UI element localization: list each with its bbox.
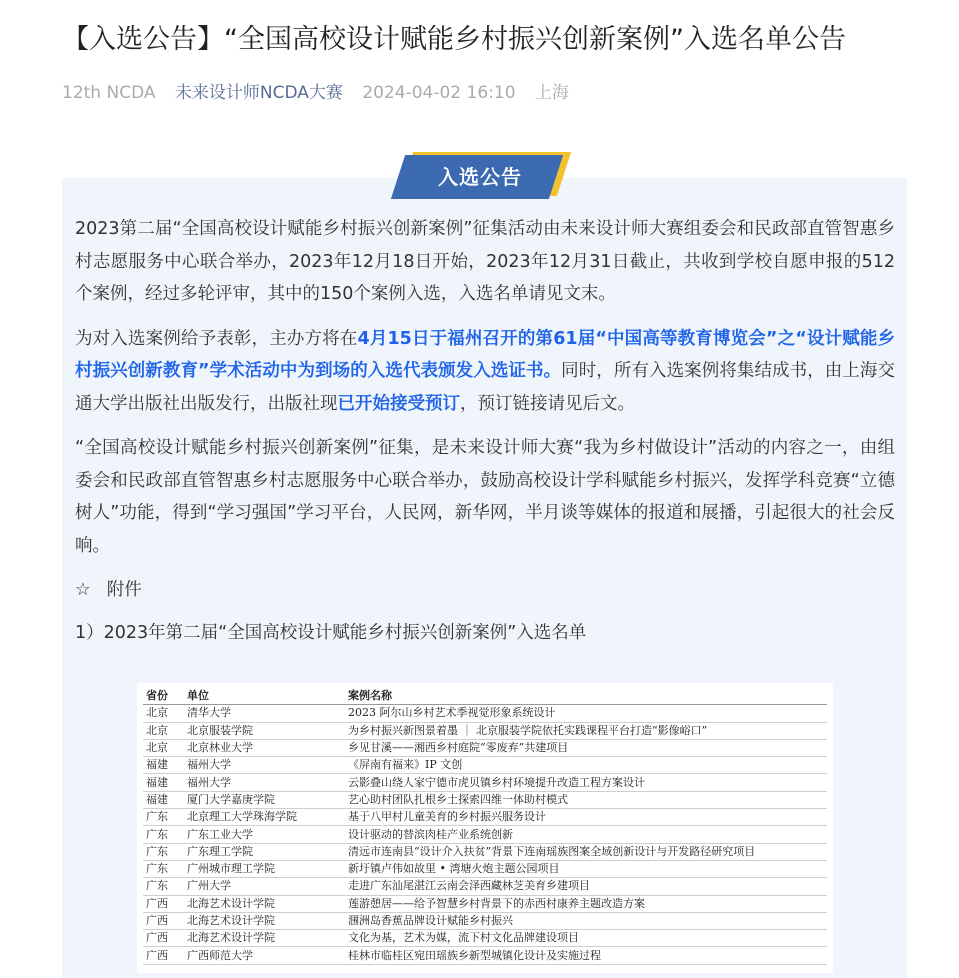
- table-row: [143, 878, 827, 895]
- star-icon: ☆: [75, 580, 91, 600]
- cell-unit: 广东工业大学: [184, 826, 345, 843]
- list-title: 1）2023年第二届“全国高校设计赋能乡村振兴创新案例”入选名单: [75, 622, 587, 643]
- paragraph-background: “全国高校设计赋能乡村振兴创新案例”征集，是未来设计师大赛“我为乡村做设计”活动的内容之一，由组委会和民政部直管智惠乡村志愿服务中心联合举办，鼓励高校设计学科赋能乡村振兴，发挥学科竞赛“立德树人”功能，得到“学习强国”学习平台，人民网，新华网，半月谈等媒体的报道和展播，引起很大的社会反响。: [75, 438, 895, 556]
- paragraph-intro: 2023第二届“全国高校设计赋能乡村振兴创新案例”征集活动由未来设计师大赛组委会和民政部直管智惠乡村志愿服务中心联合举办，2023年12月18日开始，2023年12月31日截止，共收到学校自愿申报的512个案例，经过多轮评审，其中的150个案例入选，入选名单请见文末。: [75, 219, 895, 304]
- meta-datetime: 2024-04-02 16:10: [362, 83, 516, 103]
- cell-case-name: 新圩镇卢伟如故里 • 湾塘火炮主题公园项目: [345, 860, 827, 877]
- cell-unit: 广州大学: [184, 878, 345, 895]
- cell-unit: 北京林业大学: [184, 739, 345, 756]
- article-title: 【入选公告】“全国高校设计赋能乡村振兴创新案例”入选名单公告: [62, 24, 846, 55]
- award-highlight-2: 已开始接受预订: [337, 393, 460, 414]
- table-row: [143, 912, 827, 929]
- cell-case-name: 基于八甲村儿童美育的乡村振兴服务设计: [345, 809, 827, 826]
- cell-unit: 清华大学: [184, 705, 345, 722]
- cell-province: 广东: [143, 860, 184, 877]
- table-row: [143, 947, 827, 964]
- cell-case-name: 乡见甘溪——湘西乡村庭院“零废弃”共建项目: [345, 739, 827, 756]
- cell-case-name: 文化为基，艺术为媒，流下村文化品牌建设项目: [345, 930, 827, 947]
- table-row: [143, 930, 827, 947]
- cell-province: 广西: [143, 947, 184, 964]
- attachment-label: 附件: [106, 580, 142, 600]
- header-province: 省份: [143, 688, 184, 705]
- section-badge: [398, 155, 568, 199]
- table-row: [143, 826, 827, 843]
- case-list-image: [137, 683, 833, 973]
- table-row: [143, 895, 827, 912]
- cell-province: 广东: [143, 826, 184, 843]
- cell-case-name: 艺心助村团队扎根乡土探索四维一体助村模式: [345, 791, 827, 808]
- cell-province: 广东: [143, 878, 184, 895]
- cell-unit: 福州大学: [184, 757, 345, 774]
- cell-unit: 北京理工大学珠海学院: [184, 809, 345, 826]
- award-text-3: ，预订链接请见后文。: [460, 393, 635, 414]
- cell-case-name: 清远市连南县“设计介入扶贫”背景下连南瑶族图案全域创新设计与开发路径研究项目: [345, 843, 827, 860]
- cell-province: 福建: [143, 791, 184, 808]
- table-row: [143, 722, 827, 739]
- cell-case-name: 《屏南有福来》IP 文创: [345, 757, 827, 774]
- table-row: [143, 739, 827, 756]
- cell-case-name: 为乡村振兴新图景着墨 ｜ 北京服装学院依托实践课程平台打造“影像峪口”: [345, 722, 827, 739]
- cell-province: 广东: [143, 843, 184, 860]
- meta-location: 上海: [534, 83, 569, 103]
- award-highlight-1: 4月15日于福州召开的第61届“中国高等教育博览会”之“设计赋能乡村振兴创新教育”学术活动中为到场的入选代表颁发入选证书。: [75, 328, 896, 381]
- cell-case-name: 走进广东汕尾湛江云南会泽西藏林芝美育乡建项目: [345, 878, 827, 895]
- cell-unit: 北海艺术设计学院: [184, 895, 345, 912]
- table-row: [143, 809, 827, 826]
- cell-case-name: 桂林市临桂区宛田瑶族乡新型城镇化设计及实施过程: [345, 947, 827, 964]
- cell-unit: 广西师范大学: [184, 947, 345, 964]
- cell-province: 北京: [143, 739, 184, 756]
- award-text-2: 同时，所有入选案例将集结成书，由上海交通大学出版社出版发行，出版社现: [75, 361, 896, 414]
- cell-unit: 北海艺术设计学院: [184, 912, 345, 929]
- meta-author-link[interactable]: 未来设计师NCDA大赛: [174, 83, 343, 103]
- cell-unit: 广东理工学院: [184, 843, 345, 860]
- cell-province: 广西: [143, 930, 184, 947]
- cell-case-name: 设计驱动的替滨肉桂产业系统创新: [345, 826, 827, 843]
- cell-province: 广东: [143, 809, 184, 826]
- article-body: [75, 213, 895, 649]
- table-row: [143, 774, 827, 791]
- cell-case-name: 云影叠山绕人家宁德市虎贝镇乡村环境提升改造工程方案设计: [345, 774, 827, 791]
- table-header-row: [143, 688, 827, 705]
- case-table: [143, 688, 827, 965]
- table-body: [143, 705, 827, 964]
- cell-province: 北京: [143, 705, 184, 722]
- cell-unit: 广州城市理工学院: [184, 860, 345, 877]
- cell-province: 北京: [143, 722, 184, 739]
- cell-province: 广西: [143, 895, 184, 912]
- cell-case-name: 2023 阿尔山乡村艺术季视觉形象系统设计: [345, 705, 827, 722]
- cell-province: 福建: [143, 757, 184, 774]
- award-text-1: 为对入选案例给予表彰，主办方将在: [75, 328, 358, 349]
- header-unit: 单位: [184, 688, 345, 705]
- attachment-heading: [75, 574, 895, 607]
- header-case-name: 案例名称: [345, 688, 827, 705]
- table-row: [143, 791, 827, 808]
- table-row: [143, 843, 827, 860]
- cell-unit: 北京服装学院: [184, 722, 345, 739]
- cell-unit: 北海艺术设计学院: [184, 930, 345, 947]
- cell-case-name: 涠洲岛香蕉品牌设计赋能乡村振兴: [345, 912, 827, 929]
- cell-unit: 福州大学: [184, 774, 345, 791]
- article-meta: [62, 78, 583, 103]
- cell-unit: 厦门大学嘉庚学院: [184, 791, 345, 808]
- cell-province: 广西: [143, 912, 184, 929]
- table-row: [143, 705, 827, 722]
- table-row: [143, 757, 827, 774]
- cell-case-name: 莲游憩居——给予智慧乡村背景下的赤西村康养主题改造方案: [345, 895, 827, 912]
- paragraph-award: [75, 323, 895, 421]
- table-row: [143, 860, 827, 877]
- meta-source: 12th NCDA: [62, 83, 156, 103]
- badge-label: 入选公告: [438, 165, 522, 189]
- cell-province: 福建: [143, 774, 184, 791]
